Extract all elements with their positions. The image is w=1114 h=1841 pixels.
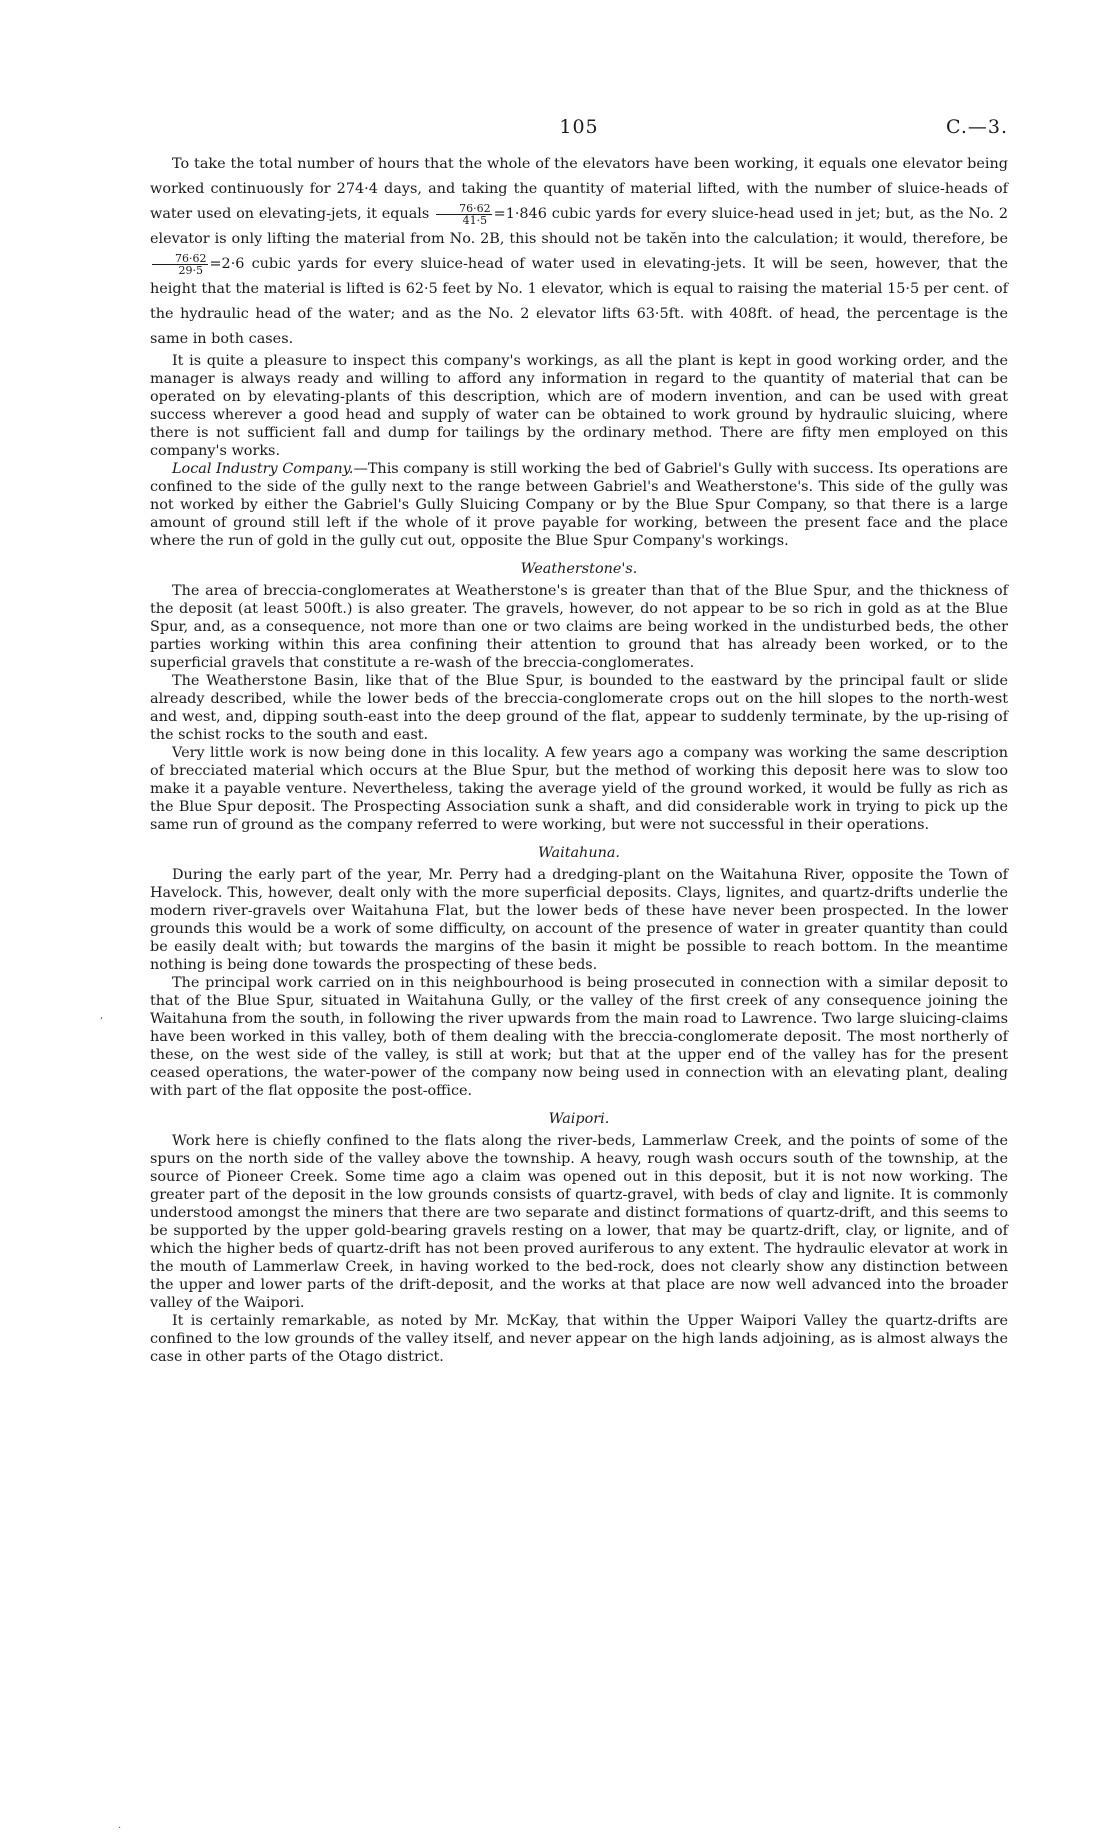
paragraph-text: To take the total number of hours that the whole of the elevators have been working, it equals one elevator being worked continuously for 274·4 days, and taking the quantity of material lifted, with the number of sluice-heads of water used on elevating-jets, it equals xyxy=(150,156,1008,222)
section-label: Local Industry Company. xyxy=(172,461,354,477)
paragraph: Very little work is now being done in this locality. A few years ago a company was working the same description of brecciated material which occurs at the Blue Spur, but the method of working this deposit here was to slow too make it a payable venture. Nevertheless, taking the average yield of the ground worked, it would be fully as rich as the Blue Spur deposit. The Prospecting Association sunk a shaft, and did considerable work in trying to pick up the same run of ground as the company referred to were working, but were not successful in their operations. xyxy=(150,745,1008,833)
paragraph-elevator-calculation xyxy=(150,152,1008,352)
paragraph: The Weatherstone Basin, like that of the Blue Spur, is bounded to the eastward by the principal fault or slide already described, while the lower beds of the breccia-conglomerate crops out on the hill slopes to the north-west and west, and, dipping south-east into the deep ground of the flat, appear to suddenly terminate, by the up-rising of the schist rocks to the south and east. xyxy=(150,673,1008,743)
margin-mark: . xyxy=(118,1820,122,1831)
fraction-numerator: 76·62 xyxy=(436,203,492,215)
section-heading-weatherstones: Weatherstone's. xyxy=(520,561,638,577)
paragraph-text: =1·846 cubic yards for every sluice-head used in jet; but, as the No. 2 elevator is only lifting the material from No. 2B, this should not be takĕn into the calculation; it would, therefore, be xyxy=(150,206,1008,247)
section-heading-waitahuna: Waitahuna. xyxy=(537,845,621,861)
paragraph: The area of breccia-conglomerates at Weatherstone's is greater than that of the Blue Spur, and the thickness of the deposit (at least 500ft.) is also greater. The gravels, however, do not appear to be so rich in gold as at the Blue Spur, and, as a consequence, not more than one or two claims are being worked in the undisturbed beds, the other parties working within this area confining their attention to ground that has already been worked, or to the superficial gravels that constitute a re-wash of the breccia-conglomerates. xyxy=(150,583,1008,671)
paragraph-company-workings: It is quite a pleasure to inspect this company's workings, as all the plant is kept in good working order, and the manager is always ready and willing to afford any information in regard to the quantity of material that can be operated on by elevating-plants of this description, which are of modern invention, and can be used with great success wherever a good head and supply of water can be obtained to work ground by hydraulic sluicing, where there is not sufficient fall and dump for tailings by the ordinary method. There are fifty men employed on this company's works. xyxy=(150,353,1008,459)
margin-mark: , xyxy=(100,1010,104,1021)
fraction xyxy=(152,253,208,276)
fraction xyxy=(436,203,492,226)
paragraph: Work here is chiefly confined to the flats along the river-beds, Lammerlaw Creek, and the points of some of the spurs on the north side of the valley above the township. A heavy, rough wash occurs south of the township, at the source of Pioneer Creek. Some time ago a claim was opened out in this deposit, but it is not now working. The greater part of the deposit in the low grounds consists of quartz-gravel, with beds of clay and lignite. It is commonly understood amongst the miners that there are two separate and distinct formations of quartz-drift, and this seems to be supported by the upper gold-bearing gravels resting on a lower, that may be quartz-drift, clay, or lignite, and of which the higher beds of quartz-drift has not been proved auriferous to any extent. The hydraulic elevator at work in the mouth of Lammerlaw Creek, in having worked to the bed-rock, does not clearly show any distinction between the upper and lower parts of the drift-deposit, and the works at that place are now well advanced into the broader valley of the Waipori. xyxy=(150,1133,1008,1311)
paragraph: It is certainly remarkable, as noted by Mr. McKay, that within the Upper Waipori Valley the quartz-drifts are confined to the low grounds of the valley itself, and never appear on the high lands adjoining, as is almost always the case in other parts of the Otago district. xyxy=(150,1313,1008,1365)
section-heading-waipori: Waipori. xyxy=(548,1111,610,1127)
page-header xyxy=(150,116,1008,152)
document-reference: C.—3. xyxy=(945,116,1008,138)
paragraph-text: —This company is still working the bed of Gabriel's Gully with success. Its operations are confined to the side of the gully next to the range between Gabriel's and Weatherstone's. This side of the gully was not worked by either the Gabriel's Gully Sluicing Company or by the Blue Spur Company, so that there is a large amount of ground still left if the whole of it prove payable for working, between the present face and the place where the run of gold in the gully cut out, opposite the Blue Spur Company's workings. xyxy=(150,461,1008,549)
fraction-numerator: 76·62 xyxy=(152,253,208,265)
document-page xyxy=(150,116,1008,1366)
paragraph-text: =2·6 cubic yards for every sluice-head of water used in elevating-jets. It will be seen, however, that the height that the material is lifted is 62·5 feet by No. 1 elevator, which is equal to raising the material 15·5 per cent. of the hydraulic head of the water; and as the No. 2 elevator lifts 63·5ft. with 408ft. of head, the percentage is the same in both cases. xyxy=(150,256,1008,347)
paragraph-local-industry xyxy=(150,460,1008,550)
page-number: 105 xyxy=(559,116,599,138)
paragraph: During the early part of the year, Mr. Perry had a dredging-plant on the Waitahuna River, opposite the Town of Havelock. This, however, dealt only with the more superficial deposits. Clays, lignites, and quartz-drifts underlie the modern river-gravels over Waitahuna Flat, but the lower beds of these have never been prospected. In the lower grounds this would be a work of some difficulty, on account of the presence of water in greater quantity than could be easily dealt with; but towards the margins of the basin it might be possible to reach bottom. In the meantime nothing is being done towards the prospecting of these beds. xyxy=(150,867,1008,973)
paragraph: The principal work carried on in this neighbourhood is being prosecuted in connection with a similar deposit to that of the Blue Spur, situated in Waitahuna Gully, or the valley of the first creek of any consequence joining the Waitahuna from the south, in following the river upwards from the main road to Lawrence. Two large sluicing-claims have been worked in this valley, both of them dealing with the breccia-conglomerate deposit. The most northerly of these, on the west side of the valley, is still at work; but that at the upper end of the valley has for the present ceased operations, the water-power of the company now being used in connection with an elevating plant, dealing with part of the flat opposite the post-office. xyxy=(150,975,1008,1099)
fraction-denominator: 29·5 xyxy=(178,263,203,277)
fraction-denominator: 41·5 xyxy=(462,213,488,227)
